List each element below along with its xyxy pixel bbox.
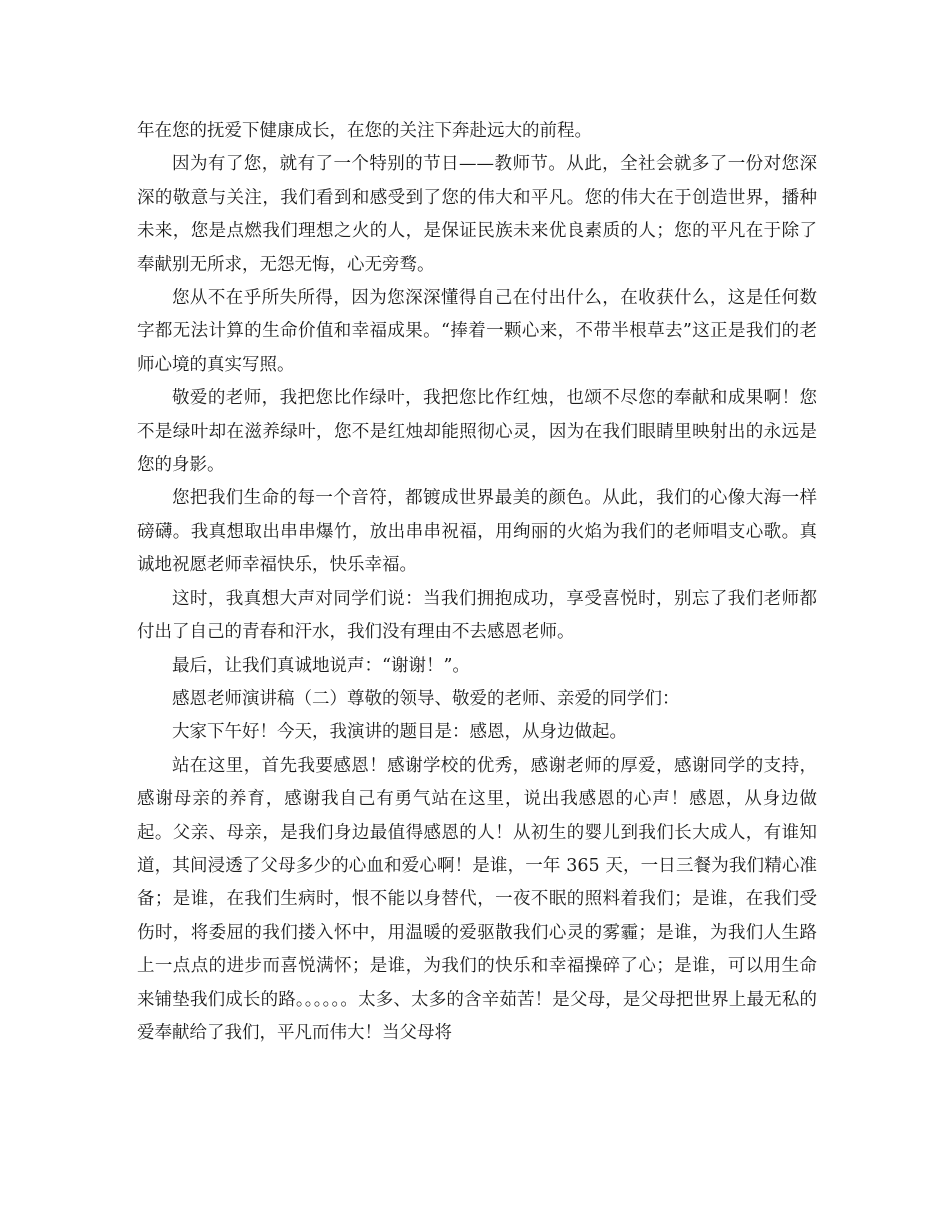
paragraph-10: 站在这里，首先我要感恩！感谢学校的优秀，感谢老师的厚爱，感谢同学的支持，感谢母亲的养育，感谢我自己有勇气站在这里，说出我感恩的心声！感恩，从身边做起。父亲、母亲，是我们身边最值得感恩的人！从初生的婴儿到我们长大成人，有谁知道，其间浸透了父母多少的心血和爱心啊！是谁，一年 365 天，一日三餐为我们精心准备；是谁，在我们生病时，恨不能以身替代，一夜不眠的照料着我们；是谁，在我们受伤时，将委屈的我们搂入怀中，用温暖的爱驱散我们心灵的雾霾；是谁，为我们人生路上一点点的进步而喜悦满怀；是谁，为我们的快乐和幸福操碎了心；是谁，可以用生命来铺垫我们成长的路。。。。。。太多、太多的含辛茹苦！是父母，是父母把世界上最无私的爱奉献给了我们，平凡而伟大！当父母将	[137, 755, 817, 1043]
document-page	[137, 115, 817, 1050]
paragraph-8-heading: 感恩老师演讲稿（二）尊敬的领导、敬爱的老师、亲爱的同学们：	[172, 688, 680, 709]
paragraph-1: 年在您的抚爱下健康成长，在您的关注下奔赴远大的前程。	[137, 121, 592, 141]
paragraph-4: 敬爱的老师，我把您比作绿叶，我把您比作红烛，也颂不尽您的奉献和成果啊！您不是绿叶却在滋养绿叶，您不是红烛却能照彻心灵，因为在我们眼睛里映射出的永远是您的身影。	[137, 388, 817, 476]
paragraph-7: 最后，让我们真诚地说声：“谢谢！”。	[172, 655, 470, 676]
paragraph-5: 您把我们生命的每一个音符，都镀成世界最美的颜色。从此，我们的心像大海一样磅礴。我真想取出串串爆竹，放出串串祝福，用绚丽的火焰为我们的老师唱支心歌。真诚地祝愿老师幸福快乐，快乐幸福。	[137, 488, 817, 576]
paragraph-9: 大家下午好！今天，我演讲的题目是：感恩，从身边做起。	[172, 722, 627, 743]
paragraph-2: 因为有了您，就有了一个特别的节日——教师节。从此，全社会就多了一份对您深深的敬意与关注，我们看到和感受到了您的伟大和平凡。您的伟大在于创造世界，播种未来，您是点燃我们理想之火的人，是保证民族未来优良素质的人；您的平凡在于除了奉献别无所求，无怨无悔，心无旁骛。	[137, 154, 817, 275]
paragraph-3: 您从不在乎所失所得，因为您深深懂得自己在付出什么，在收获什么，这是任何数字都无法计算的生命价值和幸福成果。“捧着一颗心来，不带半根草去”这正是我们的老师心境的真实写照。	[137, 288, 817, 375]
paragraph-6: 这时，我真想大声对同学们说：当我们拥抱成功，享受喜悦时，别忘了我们老师都付出了自己的青春和汗水，我们没有理由不去感恩老师。	[137, 588, 817, 643]
